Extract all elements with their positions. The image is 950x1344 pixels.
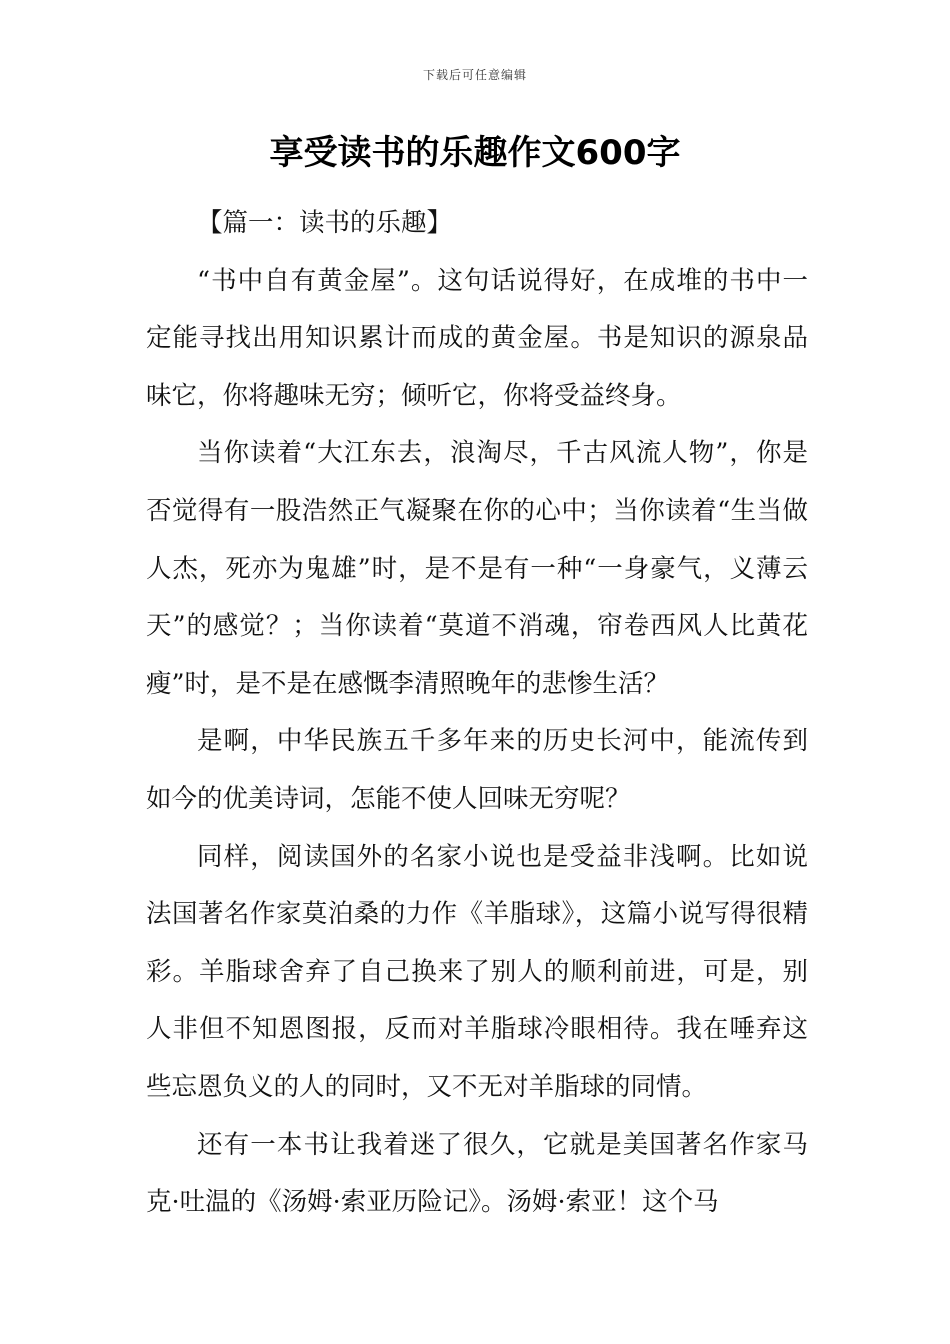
paragraph-1: “书中自有黄金屋”。这句话说得好，在成堆的书中一定能寻找出用知识累计而成的黄金屋。书是知识的源泉品味它，你将趣味无穷；倾听它，你将受益终身。	[146, 265, 808, 411]
page-title: 享受读书的乐趣作文600字	[269, 133, 681, 173]
section-heading: 【篇一：读书的乐趣】	[197, 208, 453, 238]
paragraph-5: 还有一本书让我着迷了很久，它就是美国著名作家马克·吐温的《汤姆·索亚历险记》。汤姆·索亚！这个马	[146, 1129, 808, 1218]
article-body	[146, 195, 808, 1232]
paragraph-2: 当你读着“大江东去，浪淘尽，千古风流人物”，你是否觉得有一股浩然正气凝聚在你的心中；当你读着“生当做人杰，死亦为鬼雄”时，是不是有一种“一身豪气，义薄云天”的感觉？；当你读着“莫道不消魂，帘卷西风人比黄花瘦”时，是不是在感慨李清照晚年的悲惨生活？	[146, 438, 808, 699]
paragraph-3: 是啊，中华民族五千多年来的历史长河中，能流传到如今的优美诗词，怎能不使人回味无穷呢？	[146, 726, 808, 814]
paragraph-4: 同样，阅读国外的名家小说也是受益非浅啊。比如说法国著名作家莫泊桑的力作《羊脂球》，这篇小说写得很精彩。羊脂球舍弃了自己换来了别人的顺利前进，可是，别人非但不知恩图报，反而对羊脂球冷眼相待。我在唾弃这些忘恩负义的人的同时，又不无对羊脂球的同情。	[146, 841, 808, 1102]
header-note: 下载后可任意编辑	[422, 68, 527, 82]
